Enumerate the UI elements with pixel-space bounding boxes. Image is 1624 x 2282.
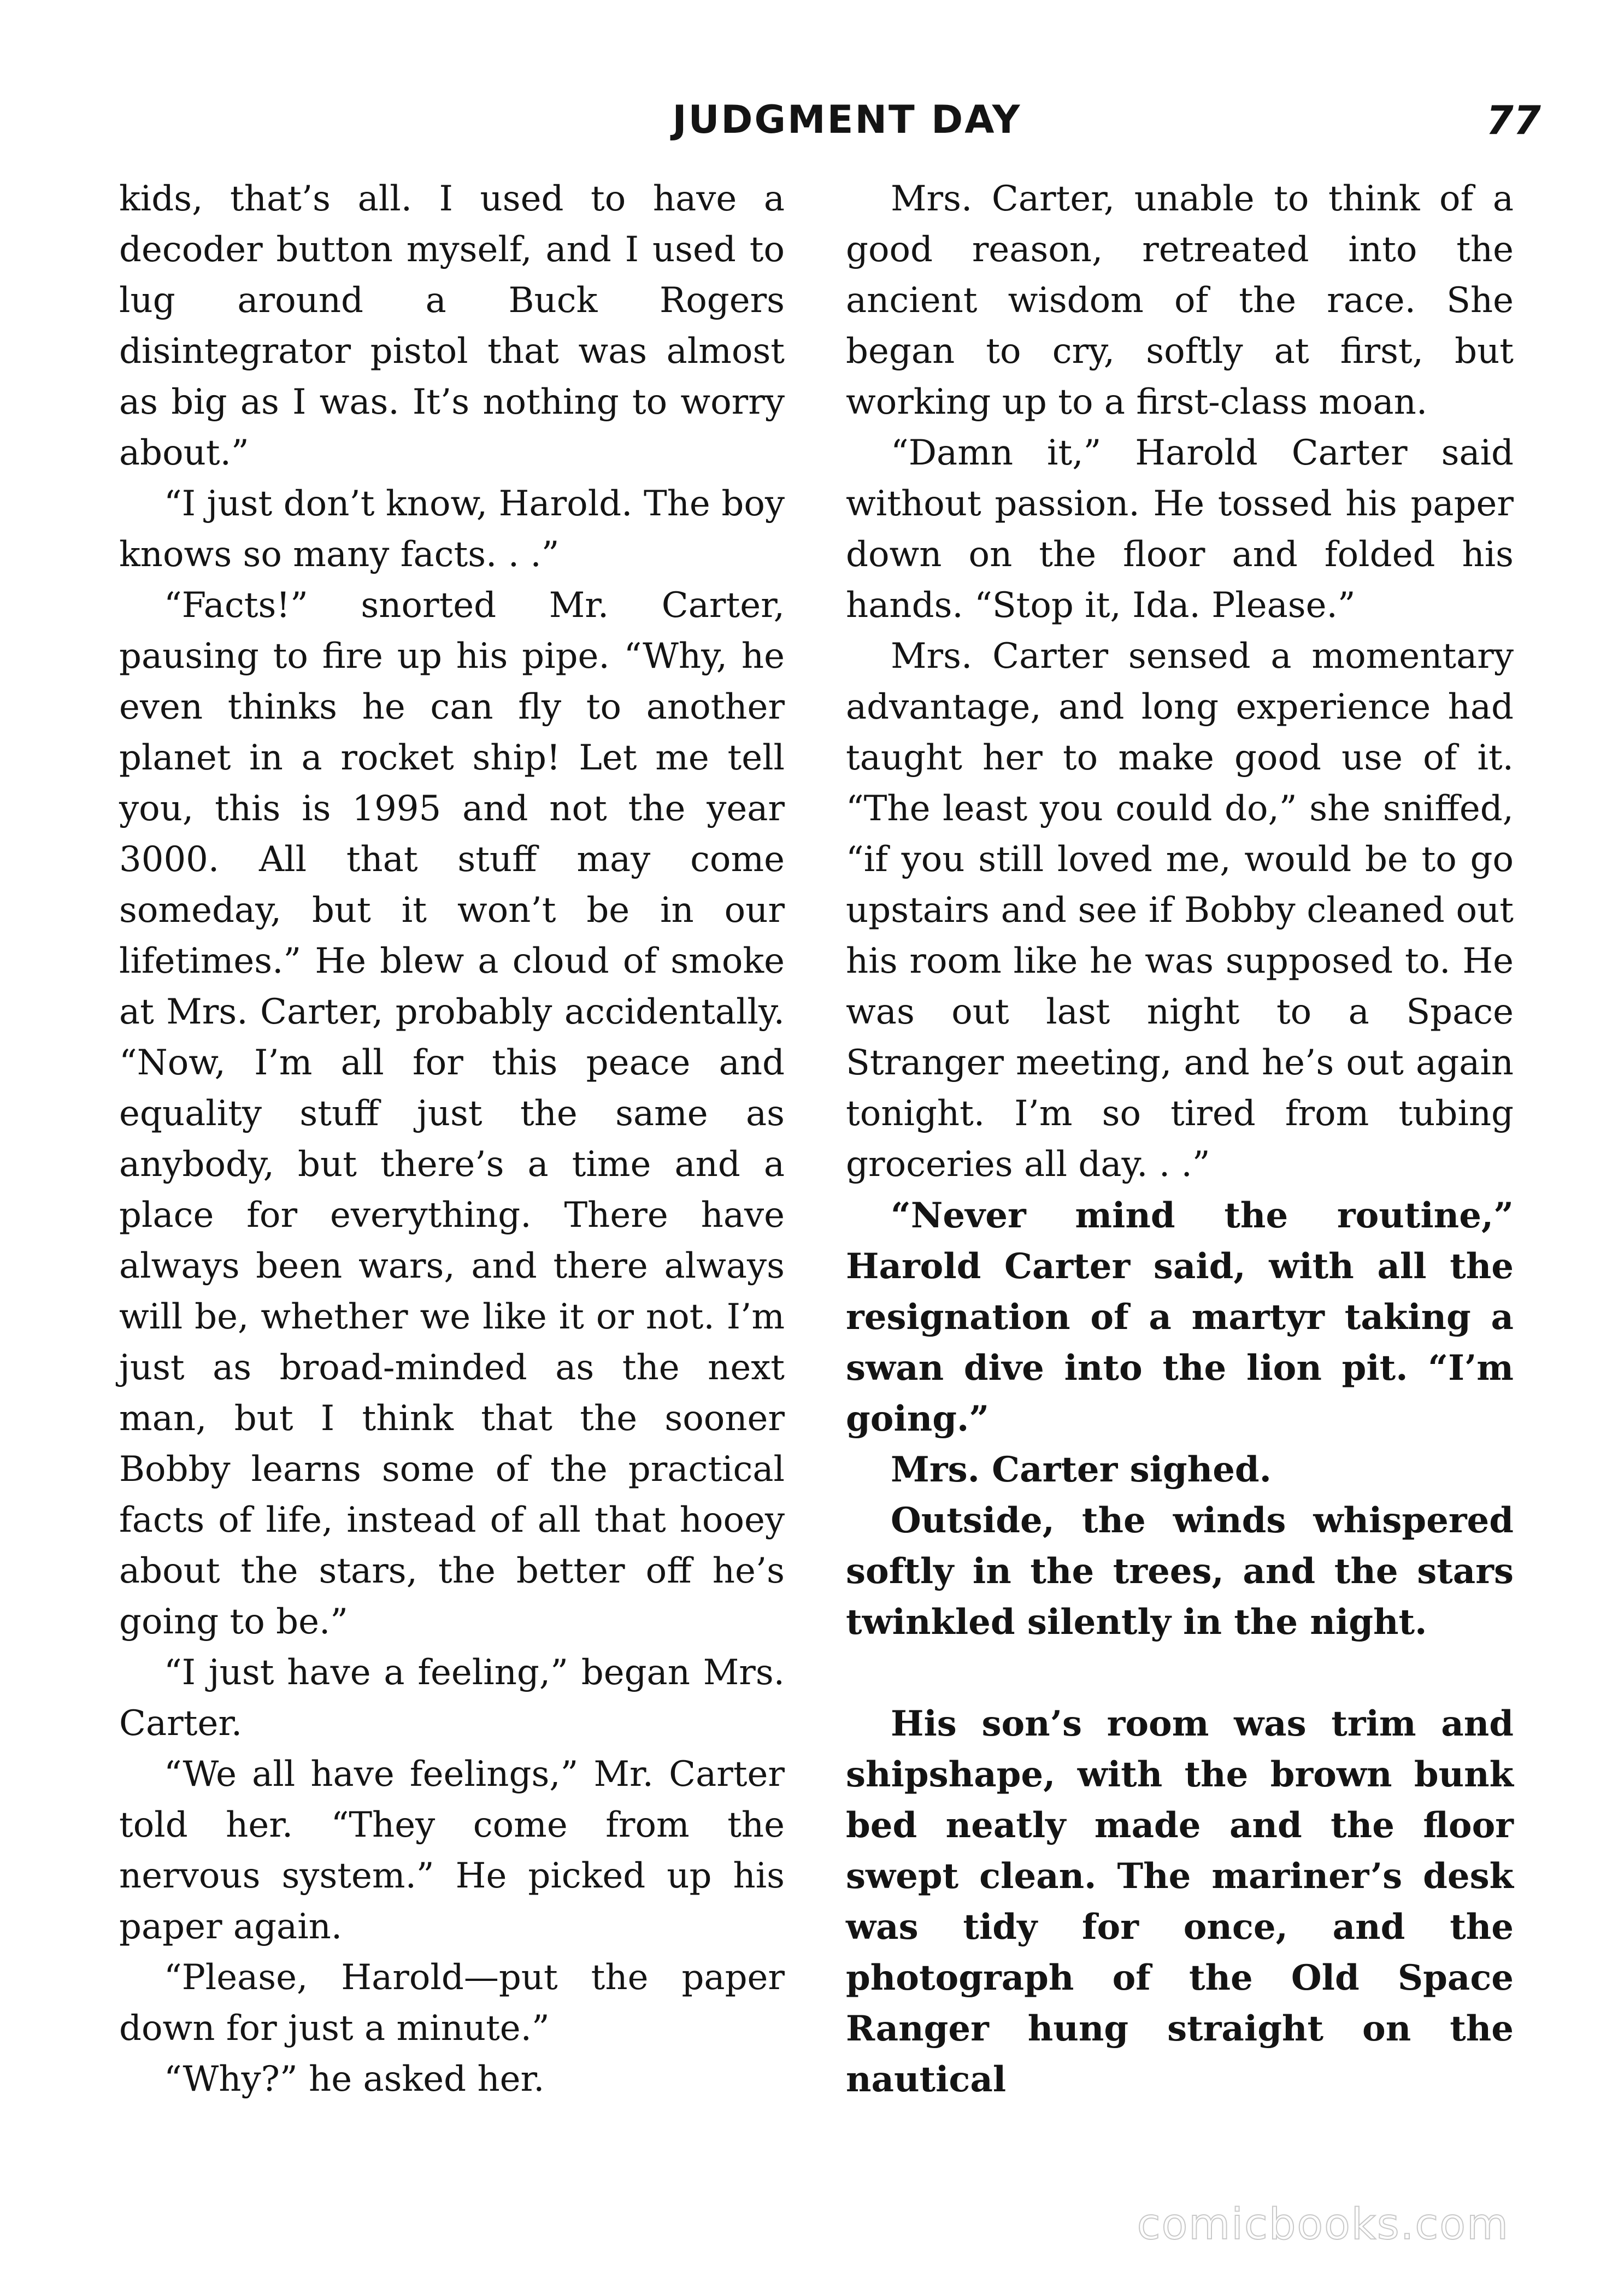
page-number: 77 [1486,97,1541,143]
paragraph: His son’s room was trim and shipshape, with the brown bunk bed neatly made and the floor swept clean. The mariner’s desk was tidy for once, and the photograph of the Old Space Ranger hung straight on the nautical [846,1703,1514,2100]
paragraph: “Never mind the routine,” Harold Carter said, with all the resignation of a martyr taking a swan dive into the lion pit. “I’m going.” [846,1195,1514,1439]
paragraph: “I just don’t know, Harold. The boy knows so many facts. . .” [119,484,785,575]
watermark-logo: comicbooks.com [1137,2200,1509,2249]
paragraph: “I just have a feeling,” began Mrs. Carter. [119,1652,785,1744]
right-column [846,174,1514,2105]
paragraph: “Damn it,” Harold Carter said without passion. He tossed his paper down on the floor and folded his hands. “Stop it, Ida. Please.” [846,433,1514,626]
section-break [846,1648,1514,1698]
paragraph: “Facts!” snorted Mr. Carter, pausing to fire up his pipe. “Why, he even thinks he can fly to another planet in a rocket ship! Let me tell you, this is 1995 and not the year 3000. All that stuff may come someday, but it won’t be in our lifetimes.” He blew a cloud of smoke at Mrs. Carter, probably accidentally. “Now, I’m all for this peace and equality stuff just the same as anybody, but there’s a time and a place for everything. There have always been wars, and there always will be, whether we like it or not. I’m just as broad-minded as the next man, but I think that the sooner Bobby learns some of the practical facts of life, instead of all that hooey about the stars, the better off he’s going to be.” [119,585,785,1642]
paragraph: “Why?” he asked her. [164,2059,545,2099]
paragraph: Mrs. Carter, unable to think of a good reason, retreated into the ancient wisdom of the race. She began to cry, softly at first, but working up to a first-class moan. [846,179,1514,422]
paragraph: “Please, Harold—put the paper down for just a minute.” [119,1957,785,2049]
paragraph: kids, that’s all. I used to have a decoder button myself, and I used to lug around a Buck Rogers disintegrator pistol that was almost as big as I was. It’s nothing to worry about.” [119,179,785,473]
left-column [119,174,785,2105]
paragraph: “We all have feelings,” Mr. Carter told her. “They come from the nervous system.” He picked up his paper again. [119,1754,785,1947]
paragraph: Outside, the winds whispered softly in the trees, and the stars twinkled silently in the night. [846,1500,1514,1643]
chapter-title: JUDGMENT DAY [672,97,1022,142]
paragraph: Mrs. Carter sighed. [891,1449,1272,1490]
running-head [120,97,1541,157]
paragraph: Mrs. Carter sensed a momentary advantage, and long experience had taught her to make good use of it. “The least you could do,” she sniffed, “if you still loved me, would be to go upstairs and see if Bobby cleaned out his room like he was supposed to. He was out last night to a Space Stranger meeting, and he’s out again tonight. I’m so tired from tubing groceries all day. . .” [846,636,1514,1185]
